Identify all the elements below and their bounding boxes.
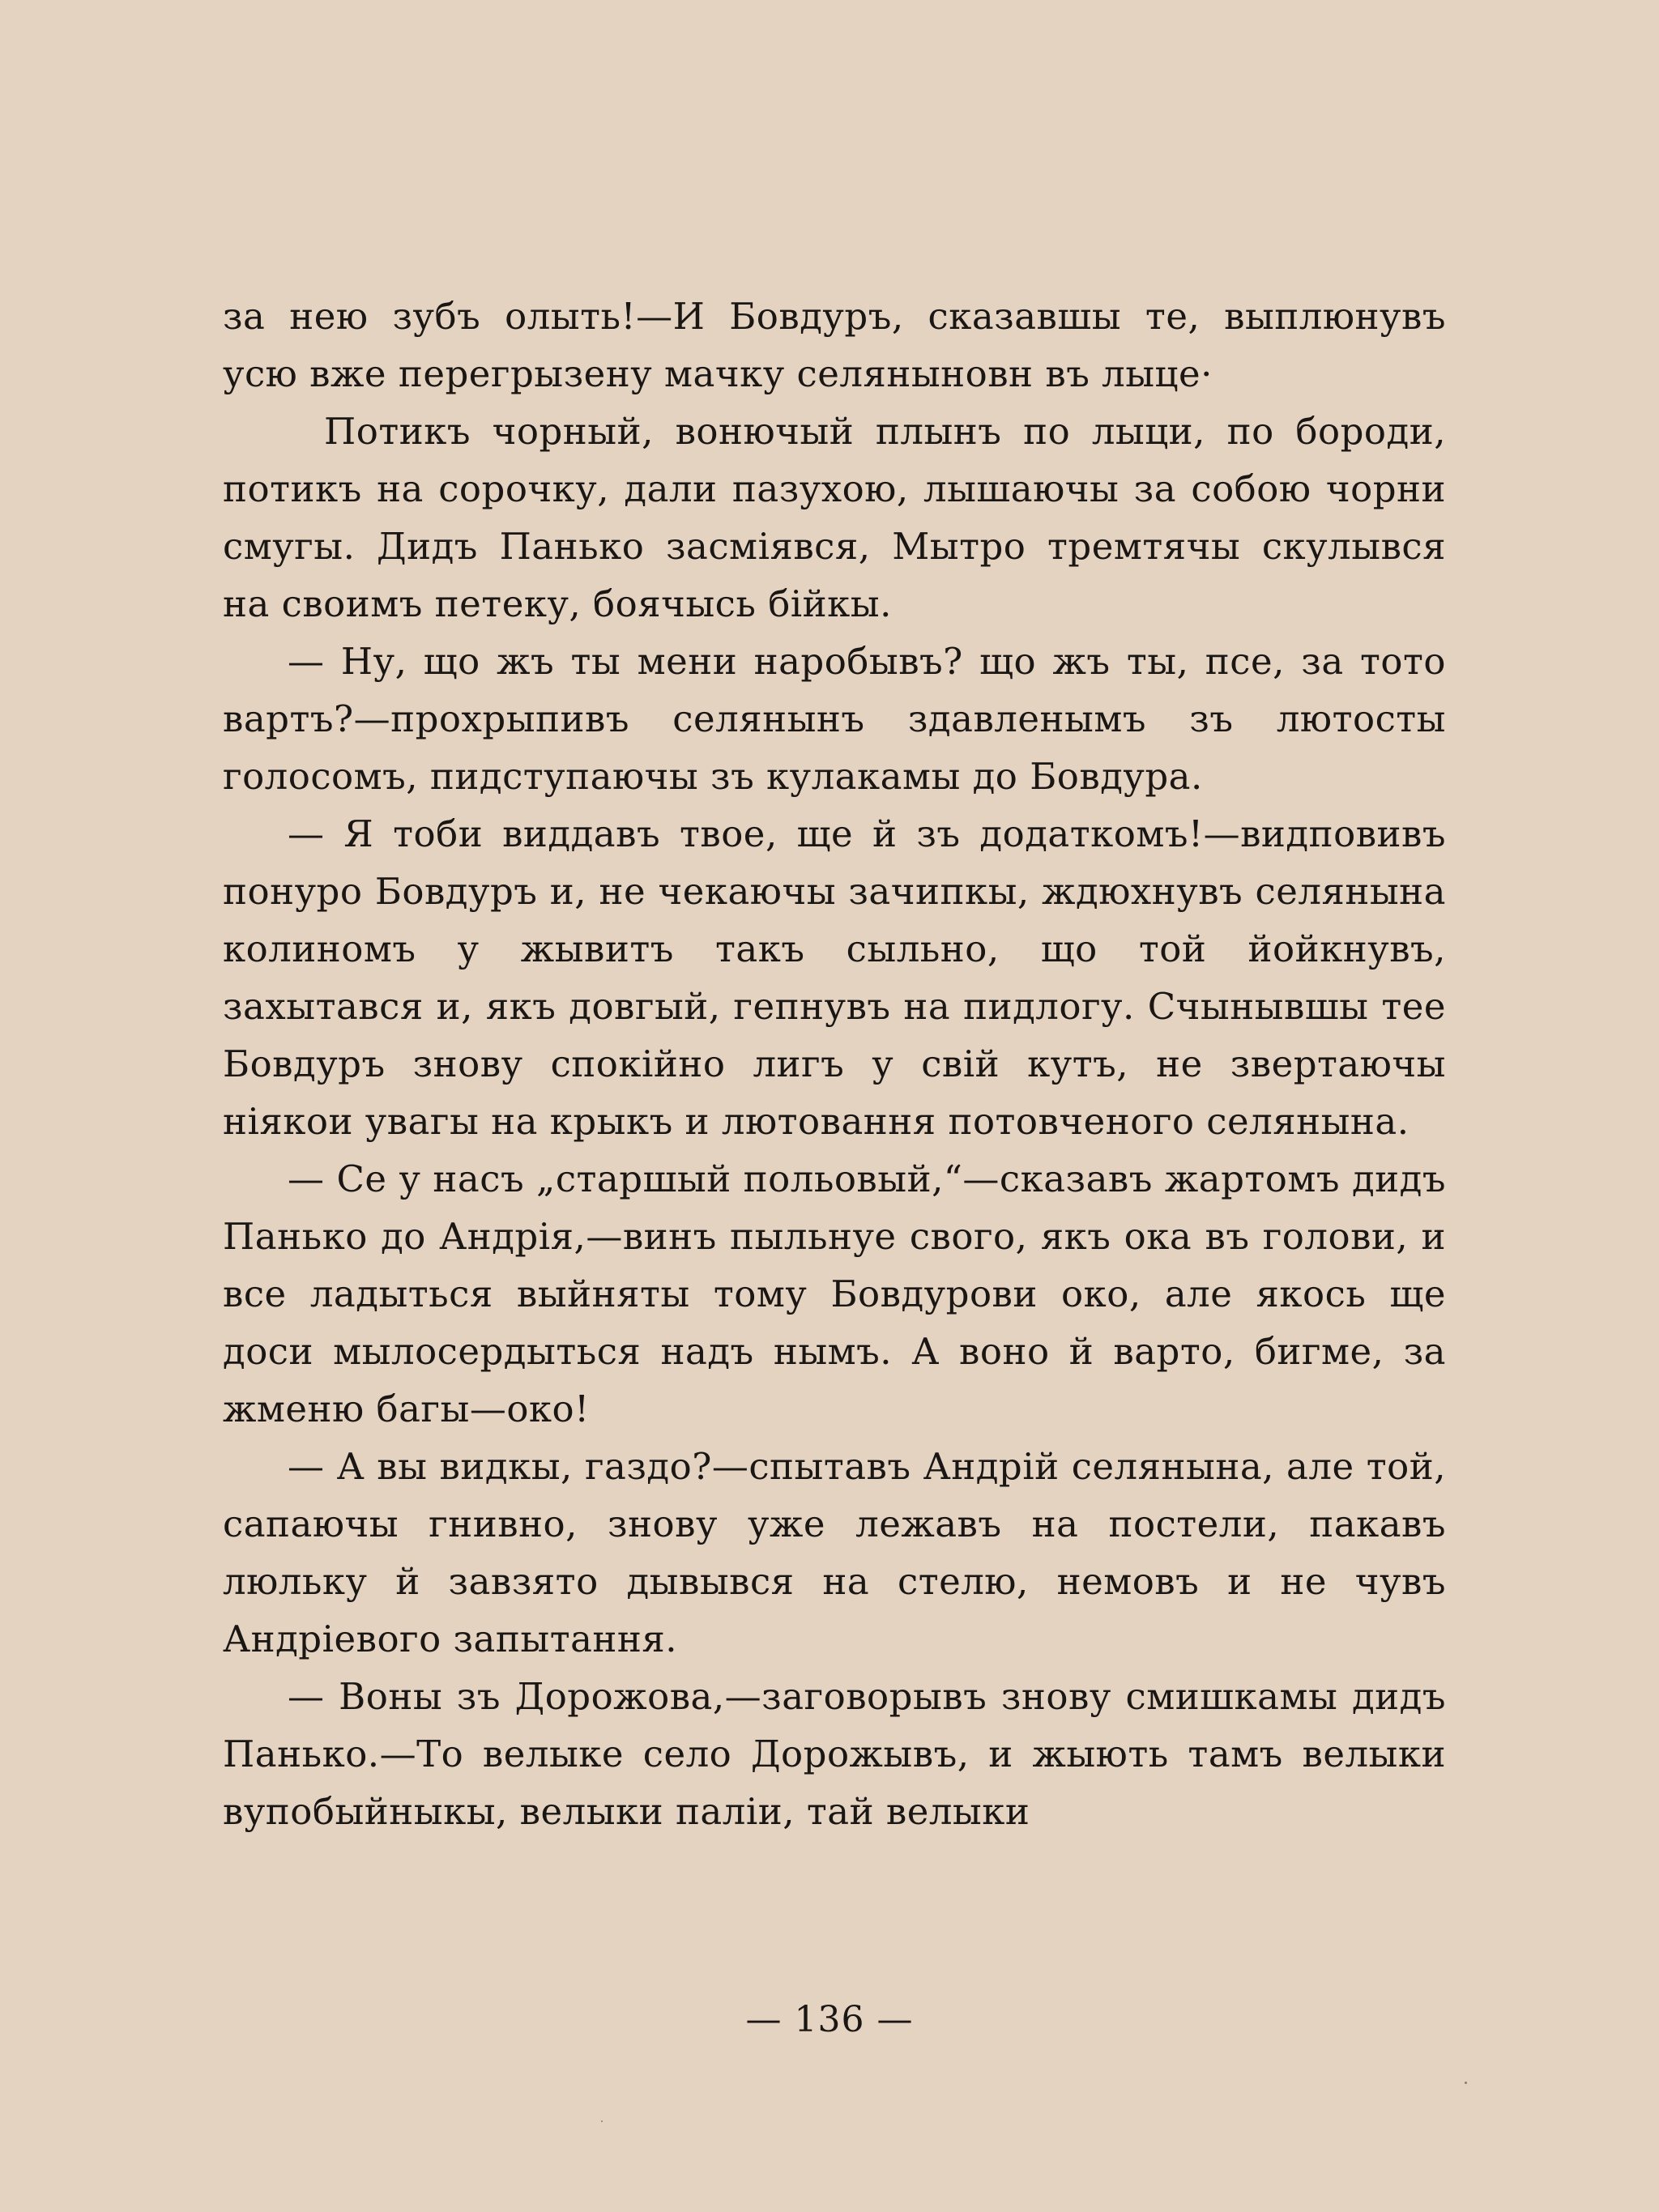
paragraph-1: за нею зубъ олыть!—И Бовдуръ, сказавшы те, выплюнувъ усю вже перегрызену мачку селяныновн въ лыце· [223, 295, 1446, 395]
paragraph-5: — Се у насъ „старшый польовый,“—сказавъ жартомъ дидъ Панько до Андрія,—винъ пыльнуе свого, якъ ока въ голови, и все ладыться выйняты тому Бовдурови око, але якось ще доси мылосердыться надъ нымъ. А воно й варто, бигме, за жменю багы—око! [223, 1157, 1446, 1430]
paragraph-7: — Воны зъ Дорожова,—заговорывъ знову смишкамы дидъ Панько.—То велыке село Дорожывъ, и жыють тамъ велыки вупобыйныкы, велыки паліи, тай велыки [223, 1675, 1446, 1833]
paper-speck [601, 2120, 603, 2122]
paragraph-2: Потикъ чорный, вонючый плынъ по лыци, по бороди, потикъ на сорочку, дали пазухою, лышаючы за собою чорни смугы. Дидъ Панько засміявся, Мытро тремтячы скулывся на своимъ петеку, боячысь бійкы. [223, 410, 1446, 625]
paper-speck [1465, 2082, 1467, 2084]
paragraph-3: — Ну, що жъ ты мени наробывъ? що жъ ты, псе, за тото вартъ?—прохрыпивъ селянынъ здавленымъ зъ лютосты голосомъ, пидступаючы зъ кулакамы до Бовдура. [223, 640, 1446, 798]
paragraph-6: — А вы видкы, газдо?—спытавъ Андрій селянына, але той, сапаючы гнивно, знову уже лежавъ на постели, пакавъ люльку й завзято дывывся на стелю, немовъ и не чувъ Андріевого запытання. [223, 1445, 1446, 1660]
page-body-text [223, 288, 1446, 1840]
page-number: — 136 — [745, 1999, 914, 2040]
paragraph-4: — Я тоби виддавъ твое, ще й зъ додаткомъ!—видповивъ понуро Бовдуръ и, не чекаючы зачипкы, ждюхнувъ селянына колиномъ у жывитъ такъ сыльно, що той йойкнувъ, захытався и, якъ довгый, гепнувъ на пидлогу. Счынывшы тее Бовдуръ знову спокійно лигъ у свій кутъ, не звертаючы ніякои увагы на крыкъ и лютовання потовченого селянына. [223, 812, 1446, 1143]
